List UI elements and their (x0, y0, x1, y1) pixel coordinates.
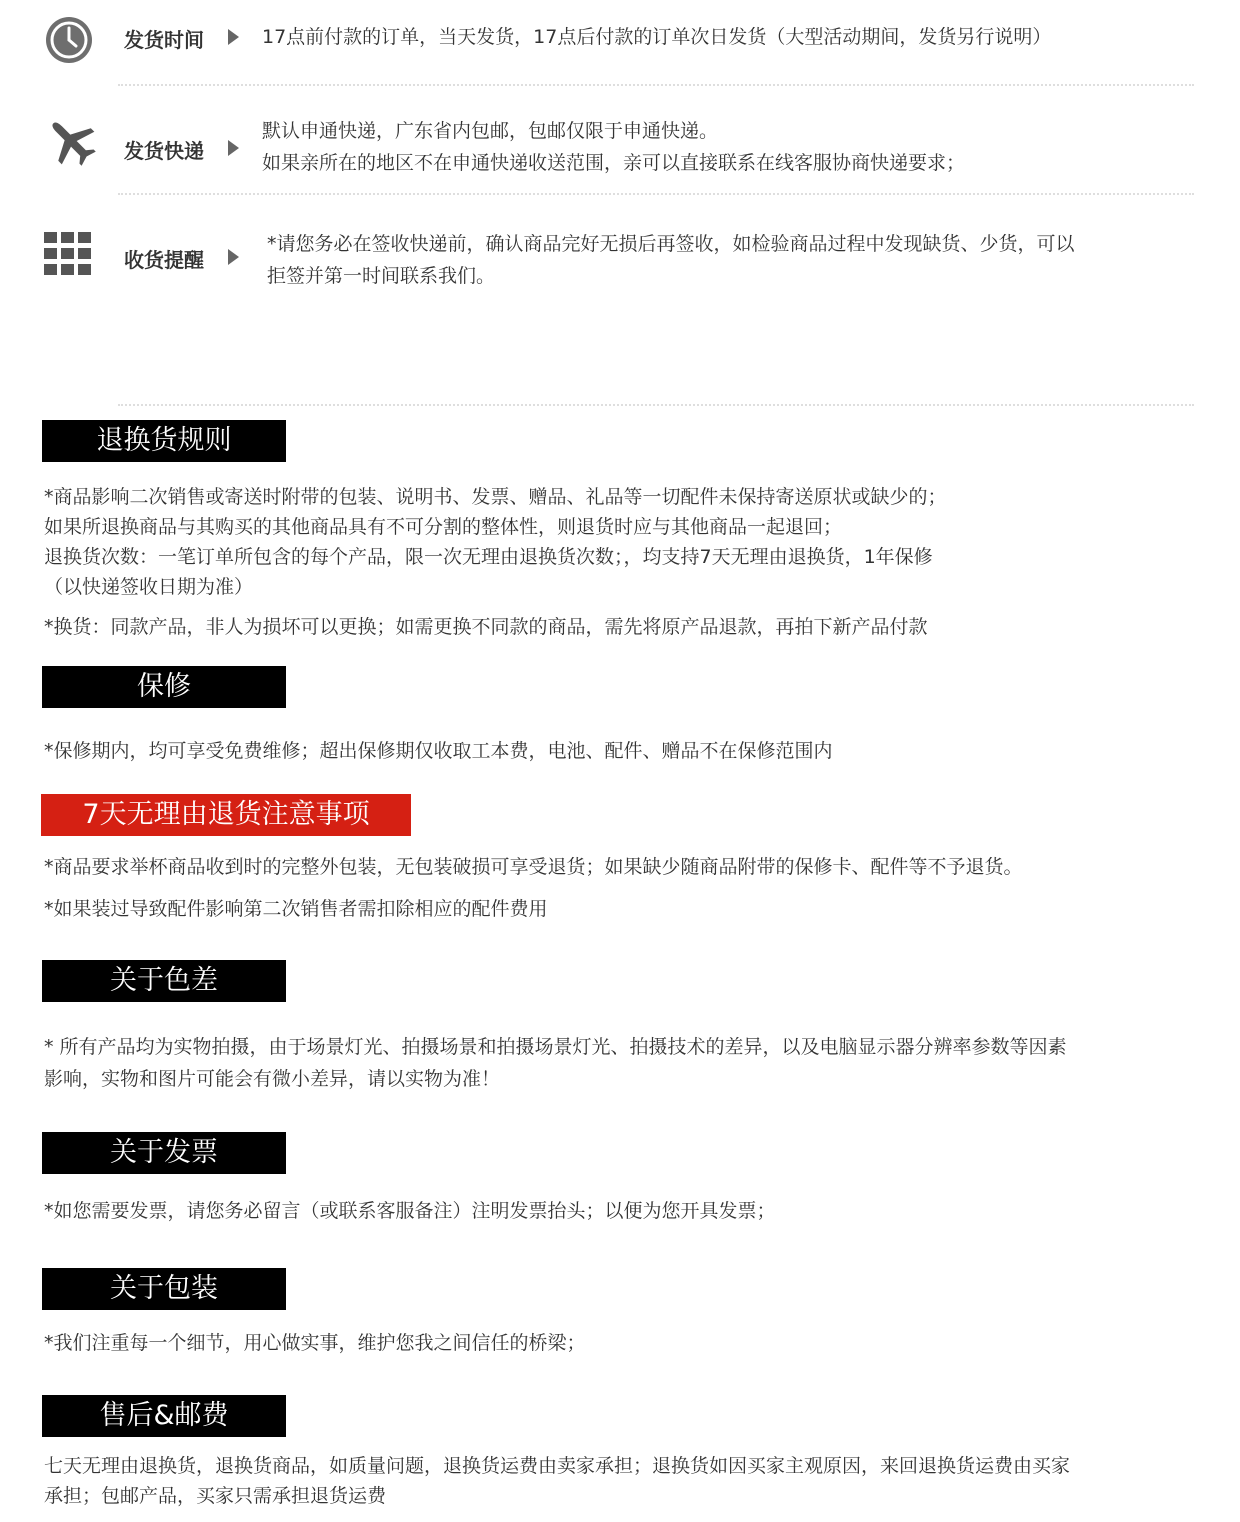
row-label: 发货快递 (124, 139, 204, 163)
section-title-invoice: 关于发票 (42, 1132, 286, 1174)
grid-icon (44, 232, 92, 276)
paragraph-line: *换货：同款产品，非人为损坏可以更换；如需更换不同款的商品，需先将原产品退款，再拍下新产品付款 (44, 616, 928, 638)
divider (118, 404, 1194, 406)
paragraph-line: *商品影响二次销售或寄送时附带的包装、说明书、发票、赠品、礼品等一切配件未保持寄送原状或缺少的； (44, 486, 947, 508)
paragraph-line: *商品要求举杯商品收到时的完整外包装，无包装破损可享受退货；如果缺少随商品附带的保修卡、配件等不予退货。 (44, 856, 1023, 878)
section-body-color-difference (44, 1031, 1067, 1095)
section-title-7day-return: 7天无理由退货注意事项 (41, 794, 411, 836)
row-label: 发货时间 (124, 28, 204, 52)
paragraph-line: *如果装过导致配件影响第二次销售者需扣除相应的配件费用 (44, 898, 548, 920)
section-body-warranty (44, 736, 833, 766)
paragraph-line: 承担；包邮产品，买家只需承担退货运费 (44, 1485, 387, 1507)
section-title-return-rules: 退换货规则 (42, 420, 286, 462)
row-line: *请您务必在签收快递前，确认商品完好无损后再签收，如检验商品过程中发现缺货、少货，可以 (267, 233, 1075, 255)
paragraph-line: （以快递签收日期为准） (44, 576, 254, 598)
paragraph-line: *保修期内，均可享受免费维修；超出保修期仅收取工本费，电池、配件、赠品不在保修范围内 (44, 740, 833, 762)
paragraph-line: 如果所退换商品与其购买的其他商品具有不可分割的整体性，则退货时应与其他商品一起退回； (44, 516, 843, 538)
section-title-color-difference: 关于色差 (42, 960, 286, 1002)
section-body-7day-return (44, 852, 1023, 924)
row-text (267, 228, 1075, 292)
clock-icon (44, 15, 94, 65)
section-body-invoice (44, 1196, 776, 1226)
arrow-right-icon (228, 249, 239, 265)
paragraph-line: *我们注重每一个细节，用心做实事，维护您我之间信任的桥梁； (44, 1332, 586, 1354)
section-body-packaging (44, 1328, 586, 1358)
row-text (262, 21, 1051, 53)
row-line: 如果亲所在的地区不在申通快递收送范围，亲可以直接联系在线客服协商快递要求； (262, 152, 966, 174)
row-label: 收货提醒 (124, 248, 204, 272)
arrow-right-icon (228, 29, 239, 45)
section-title-after-sales: 售后&邮费 (42, 1395, 286, 1437)
paragraph-line: 七天无理由退换货，退换货商品，如质量问题，退换货运费由卖家承担；退换货如因买家主观原因，来回退换货运费由买家 (44, 1455, 1071, 1477)
paragraph-line: * 所有产品均为实物拍摄，由于场景灯光、拍摄场景和拍摄场景灯光、拍摄技术的差异，以及电脑显示器分辨率参数等因素 (44, 1036, 1067, 1058)
row-text (262, 115, 965, 179)
paragraph-line: 退换货次数：一笔订单所包含的每个产品，限一次无理由退换货次数；，均支持7天无理由退换货，1年保修 (44, 546, 933, 568)
paragraph-line: *如您需要发票，请您务必留言（或联系客服备注）注明发票抬头；以便为您开具发票； (44, 1200, 776, 1222)
paragraph-line: 影响，实物和图片可能会有微小差异，请以实物为准！ (44, 1068, 501, 1090)
row-line: 拒签并第一时间联系我们。 (267, 265, 496, 287)
row-line: 默认申通快递，广东省内包邮，包邮仅限于申通快递。 (262, 120, 719, 142)
divider (118, 193, 1194, 195)
arrow-right-icon (228, 140, 239, 156)
airplane-icon (44, 114, 98, 168)
section-body-after-sales (44, 1451, 1070, 1511)
section-body-return-rules (44, 482, 947, 642)
section-title-warranty: 保修 (42, 666, 286, 708)
row-line: 17点前付款的订单，当天发货，17点后付款的订单次日发货（大型活动期间，发货另行说明） (262, 26, 1052, 48)
section-title-packaging: 关于包装 (42, 1268, 286, 1310)
divider (118, 84, 1194, 86)
